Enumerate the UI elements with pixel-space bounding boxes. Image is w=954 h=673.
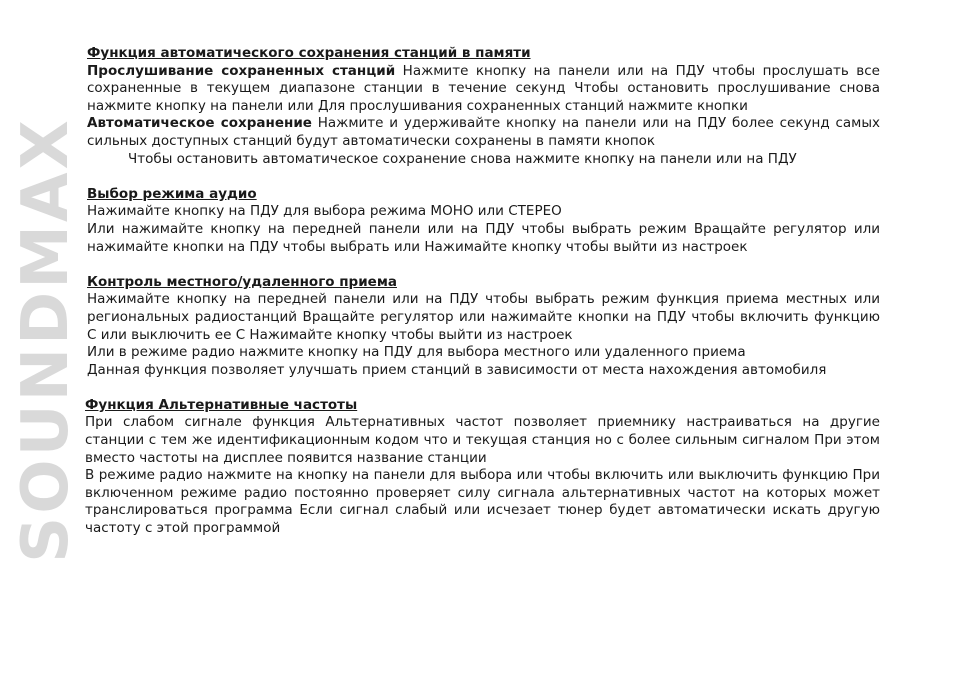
paragraph-auto-store: [87, 115, 880, 150]
paragraph-text: При слабом сигнале функция Альтернативных частот позволяет приемнику настраиваться на другие станции с тем же идентификационным кодом что и текущая станция но с более сильным сигналом При этом вместо частоты на дисплее появится название станции: [85, 414, 880, 466]
paragraph-text: В режиме радио нажмите на кнопку на панели для выбора или чтобы включить или выключить функцию При включенном режиме радио постоянно проверяет силу сигнала альтернативных частот на которых может транслироваться программа Если сигнал слабый или исчезает тюнер будет автоматически искать другую частоту с этой программой: [85, 467, 880, 537]
paragraph-text: Или в режиме радио нажмите кнопку на ПДУ для выбора местного или удаленного приема: [87, 344, 746, 361]
paragraph-text: Или нажимайте кнопку на передней панели или на ПДУ чтобы выбрать режим Вращайте регулятор или нажимайте кнопки на ПДУ чтобы выбрать или Нажимайте кнопку чтобы выйти из настроек: [87, 220, 880, 255]
paragraph-lead: Автоматическое сохранение: [87, 115, 312, 132]
section-local-distant: [87, 274, 880, 380]
paragraph-text: Данная функция позволяет улучшать прием станций в зависимости от места нахождения автомобиля: [87, 361, 827, 378]
paragraph-text: Чтобы остановить автоматическое сохранение снова нажмите кнопку на панели или на ПДУ: [128, 150, 797, 167]
section-audio-mode: [87, 186, 880, 256]
document-body: [87, 45, 880, 555]
brand-logo-text: SOUNDMAX: [9, 117, 83, 563]
paragraph-text: Нажмите кнопку на панели или на ПДУ чтобы прослушать все сохраненные в текущем диапазоне станции в течение секунд Чтобы остановить прослушивание снова нажмите кнопку на панели или Для прослушивания сохраненных станций нажмите кнопки: [87, 62, 880, 114]
section-title: Функция автоматического сохранения станций в памяти: [87, 45, 531, 61]
paragraph-lead: Прослушивание сохраненных станций: [87, 62, 396, 79]
section-title: Контроль местного/удаленного приема: [87, 273, 397, 290]
paragraph-mono-stereo: [87, 203, 880, 221]
paragraph-af-description: [85, 414, 880, 467]
paragraph-text: Нажмите и удерживайте кнопку на панели или на ПДУ более секунд самых сильных доступных станций будут автоматически сохранены в памяти кнопок: [87, 115, 880, 149]
section-title: Выбор режима аудио: [87, 185, 257, 202]
paragraph-stop-auto-store: [87, 151, 880, 169]
section-memory-auto-save: [87, 45, 880, 168]
paragraph-function-note: [87, 362, 880, 380]
paragraph-text: Нажимайте кнопку на передней панели или на ПДУ чтобы выбрать режим функция приема местных или региональных радиостанций Вращайте регулятор или нажимайте кнопки на ПДУ чтобы включить функцию С или выключить ее С Нажимайте кнопку чтобы выйти из настроек: [87, 291, 880, 343]
paragraph-preset-scan: [87, 63, 880, 116]
paragraph-panel-select: [87, 221, 880, 256]
paragraph-local-function: [87, 291, 880, 344]
paragraph-remote-select: [87, 344, 880, 362]
section-alternative-frequencies: [85, 397, 880, 538]
section-title: Функция Альтернативные частоты: [85, 396, 358, 413]
brand-watermark: [9, 50, 83, 630]
paragraph-af-toggle: [85, 467, 880, 537]
paragraph-text: Нажимайте кнопку на ПДУ для выбора режима МОНО или СТЕРЕО: [87, 203, 562, 220]
